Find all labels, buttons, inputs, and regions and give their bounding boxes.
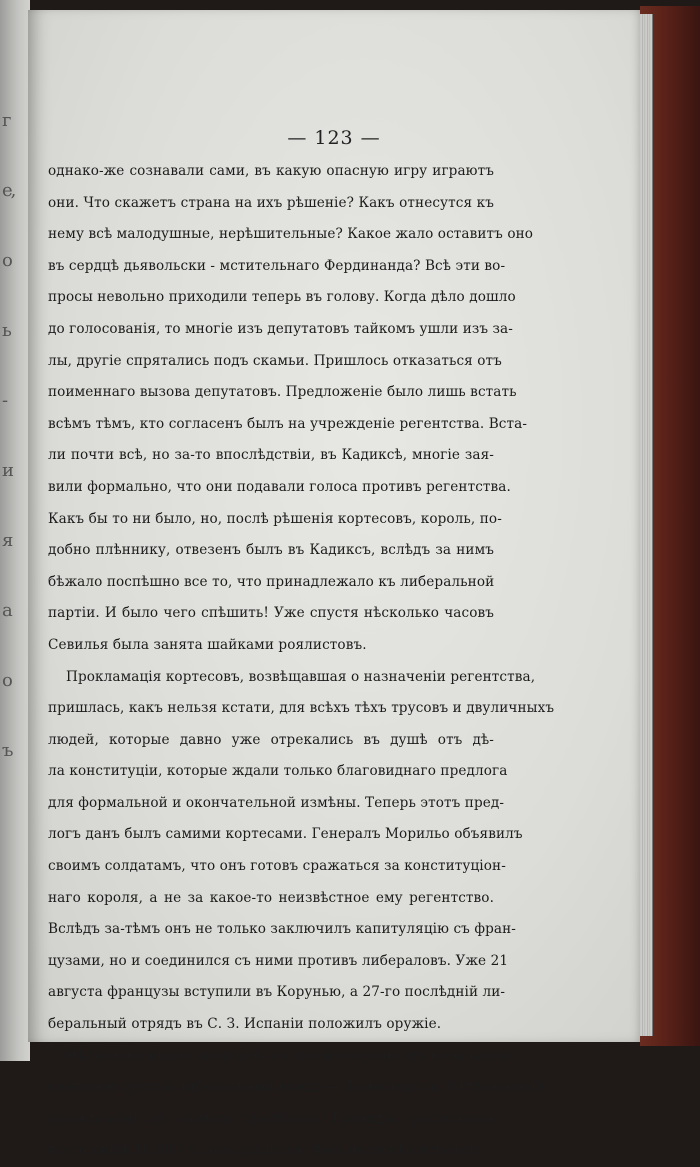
text-line: своимъ солдатамъ, что онъ готовъ сражаться за конституціон- xyxy=(48,858,506,875)
text-line: французами до самыхъ предѣловъ Гранады, располагая xyxy=(48,1110,494,1127)
text-line: наго короля, а не за какое-то неизвѣстное ему регентство. xyxy=(48,889,494,906)
text-line: цузами, но и соединился съ ними противъ либераловъ. Уже 21 xyxy=(48,952,509,969)
text-line: беральный отрядъ въ С. З. Испаніи положилъ оружіе. xyxy=(48,1016,442,1033)
left-page-fragment: и xyxy=(2,460,12,481)
left-page-fragment: ъ xyxy=(2,740,12,761)
text-line: просы невольно приходили теперь въ голову. Когда дѣло дошло xyxy=(48,289,516,306)
text-line: до голосованія, то многіе изъ депутатовъ тайкомъ ушли изъ за- xyxy=(48,320,513,337)
text-line: всѣмъ тѣмъ, кто согласенъ былъ на учрежденіе регентства. Вста- xyxy=(48,415,528,432)
text-line: Вслѣдъ за-тѣмъ онъ не только заключилъ капитуляцію съ фран- xyxy=(48,921,516,938)
book-page xyxy=(28,10,640,1159)
text-line: Какъ бы то ни было, но, послѣ рѣшенія кортесовъ, король, по- xyxy=(48,510,502,527)
text-line: августа французы вступили въ Корунью, а 27-го послѣдній ли- xyxy=(48,984,506,1001)
text-line: вили формально, что они подавали голоса противъ регентства. xyxy=(48,478,511,495)
paragraph xyxy=(48,662,555,1041)
text-line: они. Что скажетъ страна на ихъ рѣшеніе? Какъ отнесутся къ xyxy=(48,194,494,211)
left-page-fragment: я xyxy=(2,530,12,551)
text-line: ла конституціи, которые ждали только благовиднаго предлога xyxy=(48,763,508,780)
left-page-fragment: - xyxy=(2,390,7,411)
text-line: пришлась, какъ нельзя кстати, для всѣхъ тѣхъ трусовъ и двуличныхъ xyxy=(48,700,555,717)
text-line: лы, другіе спрятались подъ скамьи. Пришлось отказаться отъ xyxy=(48,352,502,369)
text-line: Севилья была занята шайками роялистовъ. xyxy=(48,636,367,653)
left-page-fragment: о xyxy=(2,250,11,271)
text-line: людей, которые давно уже отрекались въ душѣ отъ дѣ- xyxy=(48,731,494,748)
text-line: въ сердцѣ дьявольски - мстительнаго Фердинанда? Всѣ эти во- xyxy=(48,257,506,274)
left-page-fragment: о xyxy=(2,670,11,691)
paragraph xyxy=(48,156,534,662)
text-line: для формальной и окончательной измѣны. Теперь этотъ пред- xyxy=(48,794,505,811)
left-page-fragment: е, xyxy=(2,180,15,201)
text-line: бѣжало поспѣшно все то, что принадлежало къ либеральной xyxy=(48,573,495,590)
text-line: логъ данъ былъ самими кортесами. Генералъ Морильо объявилъ xyxy=(48,826,523,843)
paragraph xyxy=(48,1041,545,1167)
text-line: добно плѣннику, отвезенъ былъ въ Кадиксъ, вслѣдъ за нимъ xyxy=(48,542,494,559)
left-page-fragment: а xyxy=(2,600,11,621)
page-number: — 123 — xyxy=(287,127,381,149)
left-page-fragment: г xyxy=(2,110,10,131)
text-line: ли почти всѣ, но за-то впослѣдствіи, въ Кадиксѣ, многіе зая- xyxy=(48,447,494,464)
text-line: кампанію другой либеральный вождь — Балестеросъ. Оттѣсненный xyxy=(48,1079,545,1096)
left-page-edge xyxy=(0,0,30,1061)
text-line: всего лишь 10,000 ч., онъ рѣшился тѣмъ не менѣе вступить xyxy=(48,1142,484,1159)
left-page-fragment: ь xyxy=(2,320,10,341)
text-line: Нѣсколько иначе окончилъ съ своей стороны эту печальную xyxy=(66,1047,511,1064)
text-line: нему всѣ малодушные, нерѣшительные? Какое жало оставитъ оно xyxy=(48,226,534,243)
page-text xyxy=(48,156,555,1167)
text-line: однако-же сознавали сами, въ какую опасную игру играютъ xyxy=(48,163,494,179)
text-line: партіи. И было чего спѣшить! Уже спустя нѣсколько часовъ xyxy=(48,605,494,622)
text-line: Прокламація кортесовъ, возвѣщавшая о назначеніи регентства, xyxy=(66,668,536,685)
text-line: поименнаго вызова депутатовъ. Предложеніе было лишь встать xyxy=(48,384,517,401)
